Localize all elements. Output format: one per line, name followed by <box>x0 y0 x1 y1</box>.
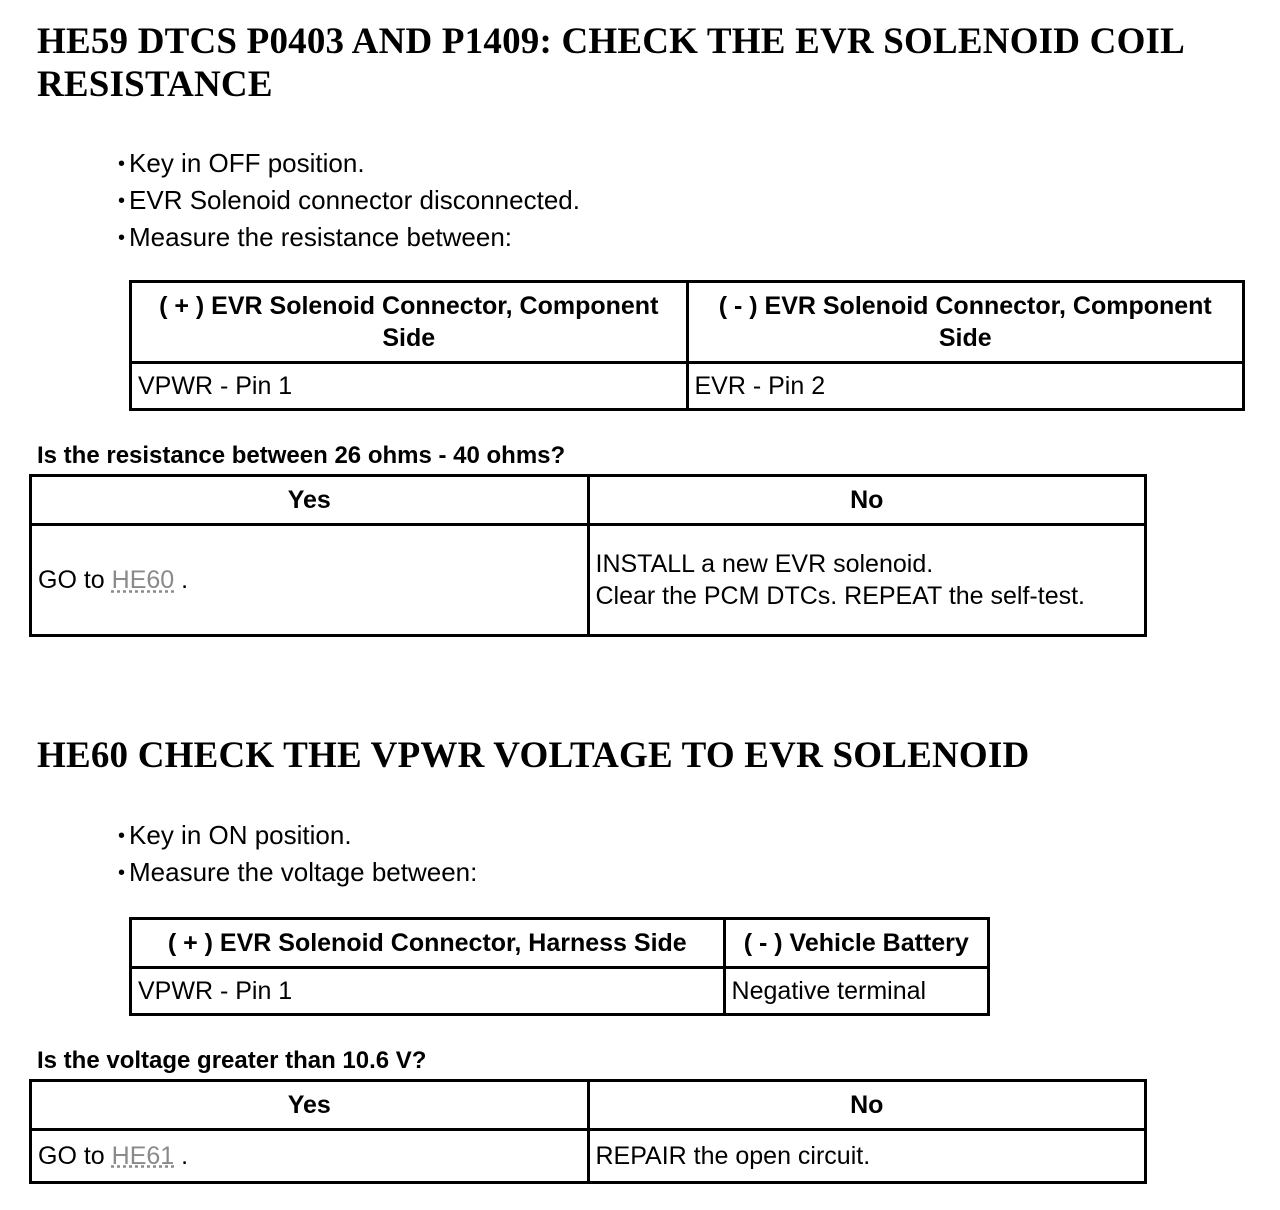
positive-lead-header: ( + ) EVR Solenoid Connector, Component Side <box>131 282 688 363</box>
question-he59: Is the resistance between 26 ohms - 40 ohms? <box>37 442 566 469</box>
yes-header: Yes <box>31 476 589 525</box>
link-he60[interactable]: HE60 <box>111 566 175 594</box>
yes-cell <box>31 1130 589 1183</box>
link-he61[interactable]: HE61 <box>111 1141 175 1170</box>
yes-cell <box>31 525 589 636</box>
bullet-item: • Measure the resistance between: <box>118 220 580 257</box>
section-title-he60: HE60 CHECK THE VPWR VOLTAGE TO EVR SOLENOID <box>37 735 1030 776</box>
no-cell <box>588 1130 1146 1183</box>
no-cell <box>588 525 1146 636</box>
result-table-he60 <box>29 1079 1147 1184</box>
negative-lead-cell: Negative terminal <box>724 968 988 1015</box>
no-line: Clear the PCM DTCs. REPEAT the self-test. <box>595 582 1085 610</box>
bullet-item: • Key in OFF position. <box>118 146 580 183</box>
positive-lead-cell: VPWR - Pin 1 <box>131 363 688 410</box>
no-line: INSTALL a new EVR solenoid. <box>595 550 934 578</box>
bullet-item: • Key in ON position. <box>118 818 477 855</box>
no-header: No <box>588 1081 1146 1130</box>
yes-header: Yes <box>31 1081 589 1130</box>
yes-prefix: GO to <box>38 1141 105 1170</box>
section-title-he59: HE59 DTCS P0403 AND P1409: CHECK THE EVR SOLENOID COIL RESISTANCE <box>37 21 1183 105</box>
bullet-item: • Measure the voltage between: <box>118 855 477 892</box>
question-he60: Is the voltage greater than 10.6 V? <box>37 1047 427 1074</box>
bullet-item: • EVR Solenoid connector disconnected. <box>118 183 580 220</box>
measurement-table-he60 <box>129 917 990 1016</box>
no-header: No <box>588 476 1146 525</box>
negative-lead-header: ( - ) EVR Solenoid Connector, Component Side <box>687 282 1244 363</box>
instruction-list-he59 <box>118 146 580 257</box>
instruction-list-he60 <box>118 818 477 892</box>
negative-lead-header: ( - ) Vehicle Battery <box>724 919 988 968</box>
yes-suffix: . <box>181 1141 189 1170</box>
result-table-he59 <box>29 474 1147 637</box>
measurement-table-he59 <box>129 280 1245 411</box>
yes-prefix: GO to <box>38 566 105 594</box>
negative-lead-cell: EVR - Pin 2 <box>687 363 1244 410</box>
positive-lead-cell: VPWR - Pin 1 <box>131 968 725 1015</box>
no-line: REPAIR the open circuit. <box>595 1141 871 1170</box>
yes-suffix: . <box>181 566 189 594</box>
positive-lead-header: ( + ) EVR Solenoid Connector, Harness Side <box>131 919 725 968</box>
